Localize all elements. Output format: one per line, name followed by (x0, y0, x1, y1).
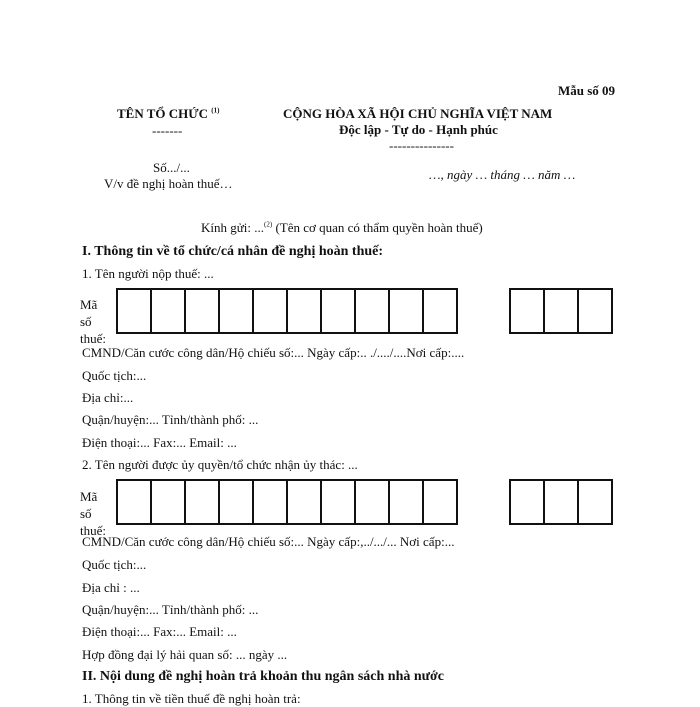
tax-code-box[interactable] (320, 479, 356, 525)
tax-code-box[interactable] (543, 479, 579, 525)
tax-code-box[interactable] (184, 479, 220, 525)
tax-code-label-line1: Mã số (80, 297, 98, 329)
nationality-2: Quốc tịch:... (82, 557, 147, 572)
id-line: CMND/Căn cước công dân/Hộ chiếu số:... Ngày cấp:.. ./..../....Nơi cấp:.... (82, 345, 465, 360)
tax-code-box[interactable] (252, 479, 288, 525)
nation-motto: Độc lập - Tự do - Hạnh phúc (339, 122, 498, 137)
tax-code-boxes-main[interactable] (116, 479, 458, 525)
org-name-text: TÊN TỔ CHỨC (117, 106, 209, 121)
tax-code-box[interactable] (388, 479, 424, 525)
date-line: …, ngày … tháng … năm … (429, 167, 576, 182)
tax-code-boxes-branch[interactable] (509, 288, 613, 334)
tax-code-box[interactable] (354, 479, 390, 525)
nation-title: CỘNG HÒA XÃ HỘI CHỦ NGHĨA VIỆT NAM (283, 106, 553, 121)
tax-code-label-line2: thuế: (80, 331, 106, 346)
district-2: Quận/huyện:... Tỉnh/thành phố: ... (82, 602, 259, 617)
phone: Điện thoại:... Fax:... Email: ... (82, 435, 237, 450)
nationality: Quốc tịch:... (82, 368, 147, 383)
org-name (117, 106, 219, 122)
tax-code-box[interactable] (422, 479, 458, 525)
item1-title: 1. Tên người nộp thuế: ... (82, 266, 214, 281)
tax-code-box[interactable] (184, 288, 220, 334)
form-number: Mẫu số 09 (558, 83, 616, 98)
recipient-footnote: (2) (264, 220, 273, 229)
item2-title: 2. Tên người được ủy quyền/tổ chức nhận ủy thác: ... (82, 457, 358, 472)
tax-code-box[interactable] (286, 288, 322, 334)
section1-heading: I. Thông tin về tổ chức/cá nhân đề nghị hoàn thuế: (82, 244, 384, 259)
recipient-text: (Tên cơ quan có thẩm quyền hoàn thuế) (272, 220, 483, 235)
tax-code-box[interactable] (218, 479, 254, 525)
tax-code-box[interactable] (320, 288, 356, 334)
tax-code-box[interactable] (354, 288, 390, 334)
doc-subject: V/v đề nghị hoàn thuế… (104, 176, 233, 191)
tax-code-box[interactable] (252, 288, 288, 334)
tax-code-box[interactable] (577, 288, 613, 334)
recipient-line (201, 220, 483, 236)
address-2: Địa chỉ : ... (82, 580, 140, 595)
org-dashes: ------- (152, 123, 183, 138)
tax-code-label-line1: Mã số (80, 489, 98, 521)
tax-code-box[interactable] (509, 288, 545, 334)
address: Địa chỉ:... (82, 390, 134, 405)
doc-number: Số.../... (153, 160, 190, 175)
tax-code-box[interactable] (509, 479, 545, 525)
district: Quận/huyện:... Tỉnh/thành phố: ... (82, 412, 259, 427)
tax-code-box[interactable] (116, 288, 152, 334)
tax-code-box[interactable] (218, 288, 254, 334)
tax-code-box[interactable] (422, 288, 458, 334)
tax-code-box[interactable] (116, 479, 152, 525)
org-name-footnote: (1) (211, 106, 220, 115)
contract: Hợp đồng đại lý hải quan số: ... ngày ... (82, 647, 288, 662)
tax-code-box[interactable] (150, 288, 186, 334)
tax-code-boxes-main[interactable] (116, 288, 458, 334)
tax-code-box[interactable] (150, 479, 186, 525)
id-line-2: CMND/Căn cước công dân/Hộ chiếu số:... Ngày cấp:,../.../... Nơi cấp:... (82, 534, 455, 549)
section2-item1-title: 1. Thông tin về tiền thuế đề nghị hoàn trả: (82, 691, 301, 706)
tax-code-label (80, 296, 106, 347)
tax-code-box[interactable] (543, 288, 579, 334)
tax-code-label-line2: thuế: (80, 523, 106, 538)
tax-code-boxes-branch[interactable] (509, 479, 613, 525)
tax-code-box[interactable] (286, 479, 322, 525)
tax-code-box[interactable] (577, 479, 613, 525)
nation-dashes: --------------- (389, 138, 454, 153)
tax-code-label (80, 488, 106, 539)
phone-2: Điện thoại:... Fax:... Email: ... (82, 624, 237, 639)
recipient-prefix: Kính gửi: ... (201, 220, 265, 235)
section2-heading: II. Nội dung đề nghị hoàn trả khoản thu ngân sách nhà nước (82, 669, 445, 684)
tax-code-box[interactable] (388, 288, 424, 334)
